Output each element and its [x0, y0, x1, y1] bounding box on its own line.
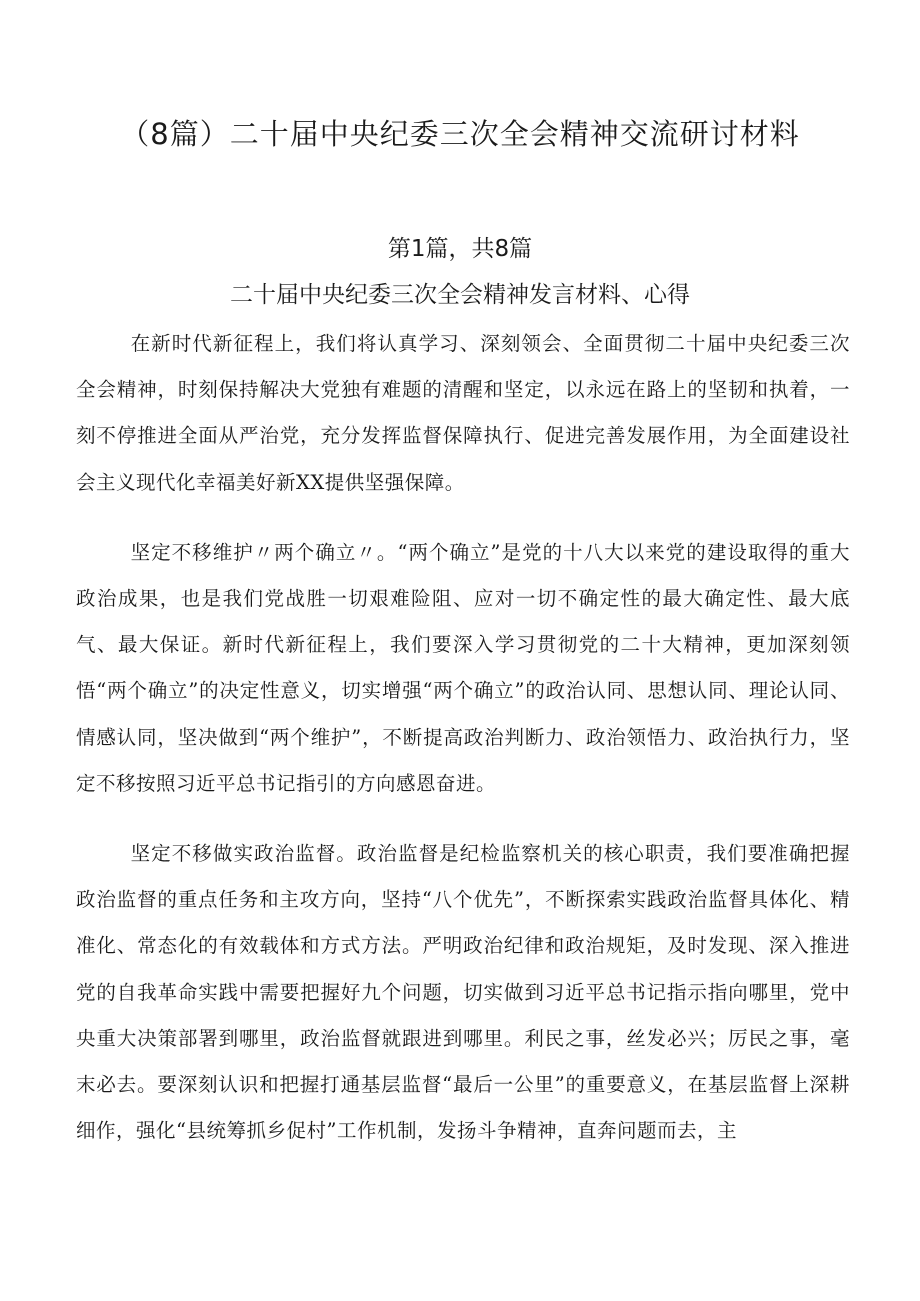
part-heading: 第1篇，共8篇	[387, 236, 533, 262]
paragraph: 坚定不移维护〃两个确立〃。“两个确立”是党的十八大以来党的建设取得的重大政治成果，也是我们党战胜一切艰难险阻、应对一切不确定性的最大确定性、最大底气、最大保证。新时代新征程上，我们要深入学习贯彻党的二十大精神，更加深刻领悟“两个确立”的决定性意义，切实增强“两个确立”的政治认同、思想认同、理论认同、情感认同，坚决做到“两个维护”，不断提高政治判断力、政治领悟力、政治执行力，坚定不移按照习近平总书记指引的方向感恩奋进。	[76, 540, 850, 795]
paragraph: 在新时代新征程上，我们将认真学习、深刻领会、全面贯彻二十届中央纪委三次全会精神，时刻保持解决大党独有难题的清醒和坚定，以永远在路上的坚韧和执着，一刻不停推进全面从严治党，充分发挥监督保障执行、促进完善发展作用，为全面建设社会主义现代化幸福美好新XX提供坚强保障。	[76, 332, 850, 494]
paragraph: 坚定不移做实政治监督。政治监督是纪检监察机关的核心职责，我们要准确把握政治监督的重点任务和主攻方向，坚持“八个优先”，不断探索实践政治监督具体化、精准化、常态化的有效载体和方式方法。严明政治纪律和政治规矩，及时发现、深入推进党的自我革命实践中需要把握好九个问题，切实做到习近平总书记指示指向哪里，党中央重大决策部署到哪里，政治监督就跟进到哪里。利民之事，丝发必兴；厉民之事，毫末必去。要深刻认识和把握打通基层监督“最后一公里”的重要意义，在基层监督上深耕细作，强化“县统筹抓乡促村”工作机制，发扬斗争精神，直奔问题而去，主	[76, 842, 850, 1143]
part-subtitle: 二十届中央纪委三次全会精神发言材料、心得	[230, 282, 690, 308]
document-body	[76, 321, 850, 1178]
document-title: （8篇）二十届中央纪委三次全会精神交流研讨材料	[120, 117, 800, 151]
